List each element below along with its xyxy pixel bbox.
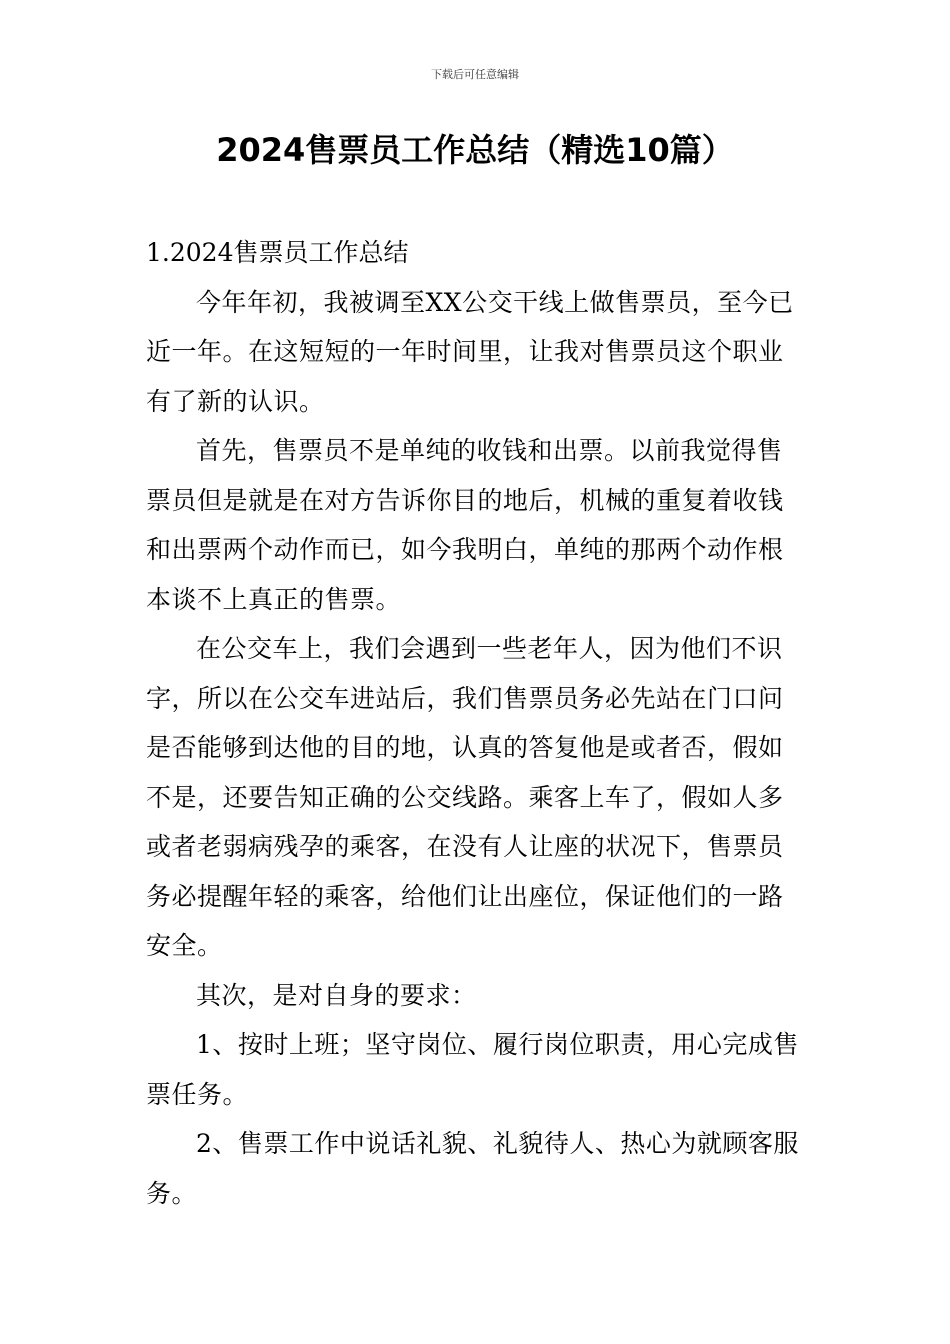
document-body (146, 228, 806, 1218)
paragraph-bus-service: 在公交车上，我们会遇到一些老年人，因为他们不识字，所以在公交车进站后，我们售票员务必先站在门口问是否能够到达他的目的地，认真的答复他是或者否，假如不是，还要告知正确的公交线路。乘客上车了，假如人多或者老弱病残孕的乘客，在没有人让座的状况下，售票员务必提醒年轻的乘客，给他们让出座位，保证他们的一路安全。 (146, 634, 784, 960)
paragraph-requirement-1: 1、按时上班；坚守岗位、履行岗位职责，用心完成售票任务。 (146, 1030, 799, 1109)
paragraph-intro: 今年年初，我被调至XX公交干线上做售票员，至今已近一年。在这短短的一年时间里，让我对售票员这个职业有了新的认识。 (146, 287, 794, 416)
paragraph-requirement-2: 2、售票工作中说话礼貌、礼貌待人、热心为就顾客服务。 (146, 1129, 799, 1208)
paragraph-first-point: 首先，售票员不是单纯的收钱和出票。以前我觉得售票员但是就是在对方告诉你目的地后，机械的重复着收钱和出票两个动作而已，如今我明白，单纯的那两个动作根本谈不上真正的售票。 (146, 436, 784, 614)
paragraph-second-point: 其次，是对自身的要求： (196, 980, 477, 1010)
section-heading: 1.2024售票员工作总结 (146, 238, 409, 267)
document-title: 2024售票员工作总结（精选10篇） (216, 131, 734, 169)
page-header-note: 下载后可任意编辑 (431, 68, 519, 81)
